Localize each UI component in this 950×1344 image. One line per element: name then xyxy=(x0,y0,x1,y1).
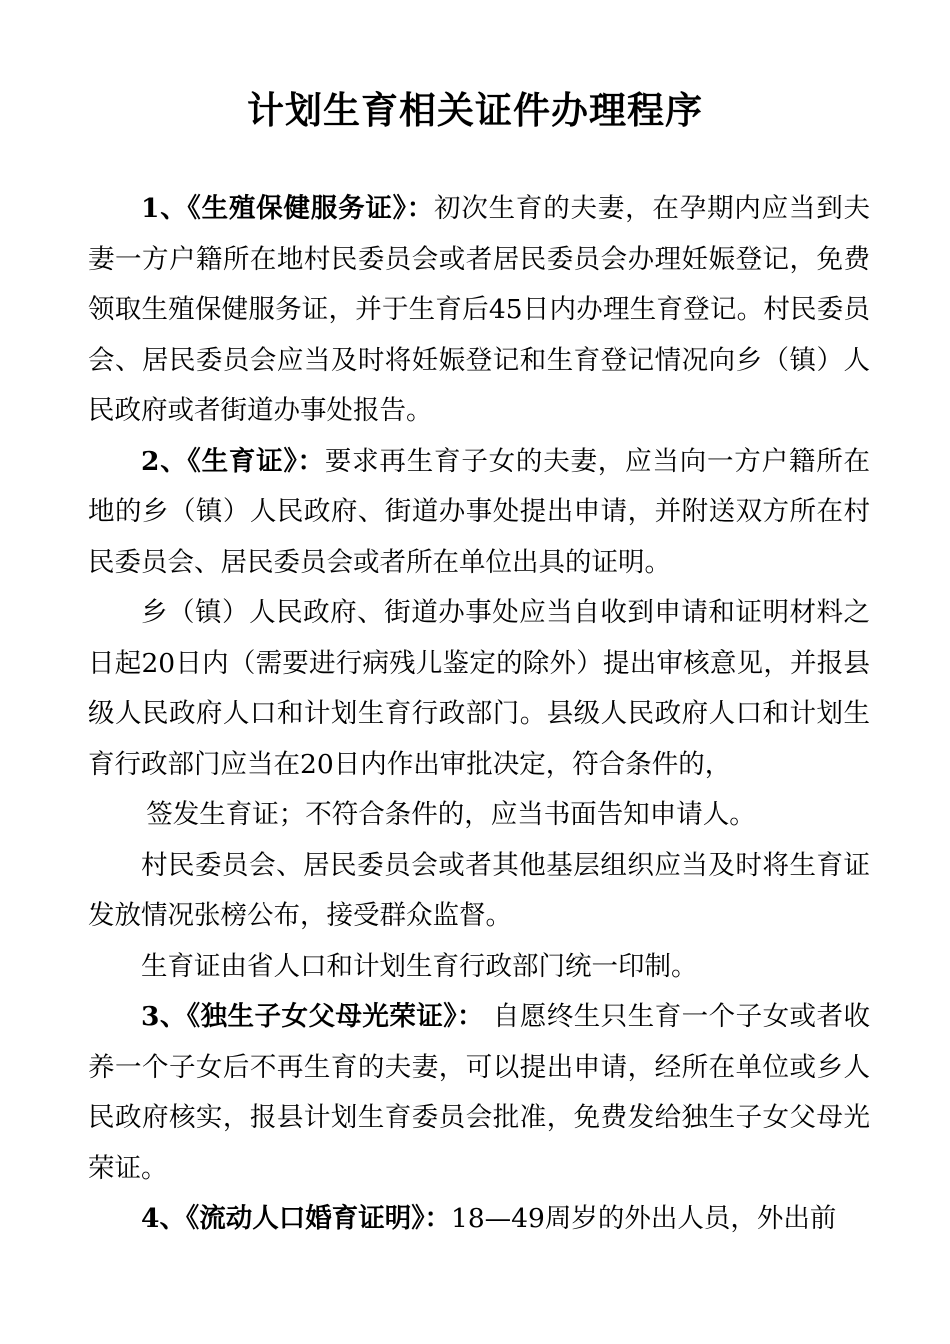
paragraph-text: 签发生育证；不符合条件的，应当书面告知申请人。 xyxy=(146,799,756,830)
paragraph-heading: 3、《独生子女父母光荣证》： xyxy=(141,1001,484,1032)
paragraph-public-notice xyxy=(88,841,870,942)
paragraph-review-process xyxy=(88,588,870,790)
paragraph-text: 要求再生育子女的夫妻，应当向一方户籍所在地的乡（镇）人民政府、街道办事处提出申请，并附送双方所在村民委员会、居民委员会或者所在单位出具的证明。 xyxy=(88,445,870,578)
paragraph-text: 村民委员会、居民委员会或者其他基层组织应当及时将生育证发放情况张榜公布，接受群众监督。 xyxy=(88,849,870,931)
paragraph-birth-permit xyxy=(88,437,870,589)
paragraph-issue-permit xyxy=(88,790,870,841)
paragraph-text: 自愿终生只生育一个子女或者收养一个子女后不再生育的夫妻，可以提出申请，经所在单位或乡人民政府核实，报县计划生育委员会批准，免费发给独生子女父母光荣证。 xyxy=(88,1001,870,1184)
paragraph-printing xyxy=(88,942,870,993)
paragraph-migrant-certificate xyxy=(88,1194,870,1245)
paragraph-heading: 4、《流动人口婚育证明》： xyxy=(141,1203,451,1234)
paragraph-only-child-certificate xyxy=(88,992,870,1194)
document-title: 计划生育相关证件办理程序 xyxy=(247,88,703,132)
document-body xyxy=(88,184,870,1245)
paragraph-reproductive-health-card xyxy=(88,184,870,437)
paragraph-heading: 1、《生殖保健服务证》： xyxy=(141,193,435,224)
paragraph-text: 乡（镇）人民政府、街道办事处应当自收到申请和证明材料之日起20日内（需要进行病残儿鉴定的除外）提出审核意见，并报县级人民政府人口和计划生育行政部门。县级人民政府人口和计划生育行政部门应当在20日内作出审批决定，符合条件的， xyxy=(88,597,870,780)
paragraph-text: 生育证由省人口和计划生育行政部门统一印制。 xyxy=(141,950,698,982)
paragraph-heading: 2、《生育证》： xyxy=(141,445,325,477)
paragraph-text: 初次生育的夫妻，在孕期内应当到夫妻一方户籍所在地村民委员会或者居民委员会办理妊娠登记，免费领取生殖保健服务证，并于生育后45日内办理生育登记。村民委员会、居民委员会应当及时将妊娠登记和生育登记情况向乡（镇）人民政府或者街道办事处报告。 xyxy=(88,193,870,426)
paragraph-text: 18—49周岁的外出人员，外出前 xyxy=(450,1203,837,1234)
